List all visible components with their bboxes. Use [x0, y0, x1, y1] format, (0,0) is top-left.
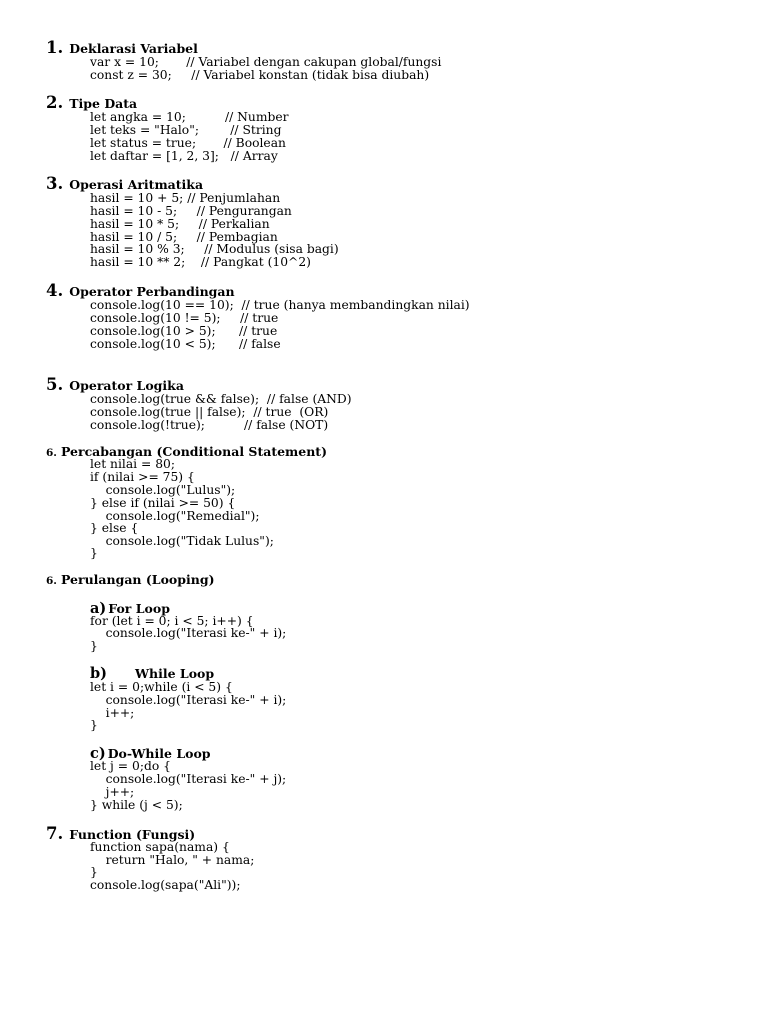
section-title: Tipe Data — [69, 96, 138, 111]
subsection-letter: b) — [90, 665, 107, 682]
code-line: console.log(10 > 5); // true — [90, 324, 278, 338]
code-line: console.log(10 != 5); // true — [90, 311, 279, 325]
code-line: console.log(10 < 5); // false — [90, 337, 281, 351]
subsection-title: Do-While Loop — [107, 746, 211, 761]
code-line: let j = 0;do { — [90, 759, 171, 773]
code-line: console.log(true || false); // true (OR) — [90, 405, 329, 419]
code-line: console.log(sapa("Ali")); — [90, 878, 241, 892]
code-line: console.log(true && false); // false (AND) — [90, 392, 352, 406]
section-title: Operator Logika — [69, 378, 184, 393]
code-line: } while (j < 5); — [90, 798, 183, 812]
code-line: console.log(!true); // false (NOT) — [90, 418, 329, 432]
code-line: console.log("Iterasi ke-" + i); — [90, 693, 287, 707]
section-number: 7. — [46, 824, 64, 843]
code-line: console.log("Lulus"); — [90, 483, 236, 497]
code-line: hasil = 10 + 5; // Penjumlahan — [90, 191, 281, 205]
code-line: } — [90, 865, 98, 879]
code-line: hasil = 10 - 5; // Pengurangan — [90, 204, 292, 218]
code-line: } — [90, 639, 98, 653]
code-line: } — [90, 718, 98, 732]
code-line: let angka = 10; // Number — [90, 110, 289, 124]
section-title: Operator Perbandingan — [69, 284, 235, 299]
code-line: let nilai = 80; — [90, 457, 176, 471]
code-line: console.log(10 == 10); // true (hanya membandingkan nilai) — [90, 298, 470, 312]
code-line: } — [90, 546, 98, 560]
code-line: } else { — [90, 521, 139, 535]
code-line: let status = true; // Boolean — [90, 136, 286, 150]
code-line: for (let i = 0; i < 5; i++) { — [90, 614, 254, 628]
section-title: Function (Fungsi) — [69, 827, 196, 842]
section-title: Deklarasi Variabel — [69, 41, 198, 56]
code-line: function sapa(nama) { — [90, 840, 230, 854]
section-number: 6. — [46, 447, 57, 459]
code-line: hasil = 10 % 3; // Modulus (sisa bagi) — [90, 242, 339, 256]
section-number: 2. — [46, 93, 64, 112]
code-line: j++; — [90, 785, 135, 799]
section-heading-6 — [46, 444, 327, 459]
code-line: } else if (nilai >= 50) { — [90, 496, 236, 510]
section-number: 3. — [46, 174, 64, 193]
code-line: console.log("Tidak Lulus"); — [90, 534, 274, 548]
section-number: 4. — [46, 281, 64, 300]
subsection-title: While Loop — [135, 666, 215, 681]
code-line: hasil = 10 * 5; // Perkalian — [90, 217, 270, 231]
section-number: 6. — [46, 575, 57, 587]
section-number: 1. — [46, 38, 64, 57]
section-title: Percabangan (Conditional Statement) — [60, 444, 327, 459]
code-line: hasil = 10 / 5; // Pembagian — [90, 230, 278, 244]
subsection-letter: a) — [90, 600, 107, 617]
code-line: hasil = 10 ** 2; // Pangkat (10^2) — [90, 255, 311, 269]
subsection-title: For Loop — [108, 601, 170, 616]
code-line: i++; — [90, 706, 135, 720]
code-line: console.log("Iterasi ke-" + j); — [90, 772, 287, 786]
code-line: return "Halo, " + nama; — [90, 853, 255, 867]
code-line: let daftar = [1, 2, 3]; // Array — [90, 149, 278, 163]
section-number: 5. — [46, 375, 64, 394]
code-line: console.log("Iterasi ke-" + i); — [90, 626, 287, 640]
code-line: let teks = "Halo"; // String — [90, 123, 282, 137]
code-line: if (nilai >= 75) { — [90, 470, 195, 484]
code-line: var x = 10; // Variabel dengan cakupan global/fungsi — [90, 55, 442, 69]
code-line: const z = 30; // Variabel konstan (tidak bisa diubah) — [90, 68, 430, 82]
code-line: console.log("Remedial"); — [90, 509, 260, 523]
subsection-letter: c) — [90, 745, 106, 762]
section-title: Perulangan (Looping) — [60, 572, 215, 587]
section-title: Operasi Aritmatika — [69, 177, 204, 192]
section-heading-looping — [46, 572, 214, 587]
code-line: let i = 0;while (i < 5) { — [90, 680, 233, 694]
